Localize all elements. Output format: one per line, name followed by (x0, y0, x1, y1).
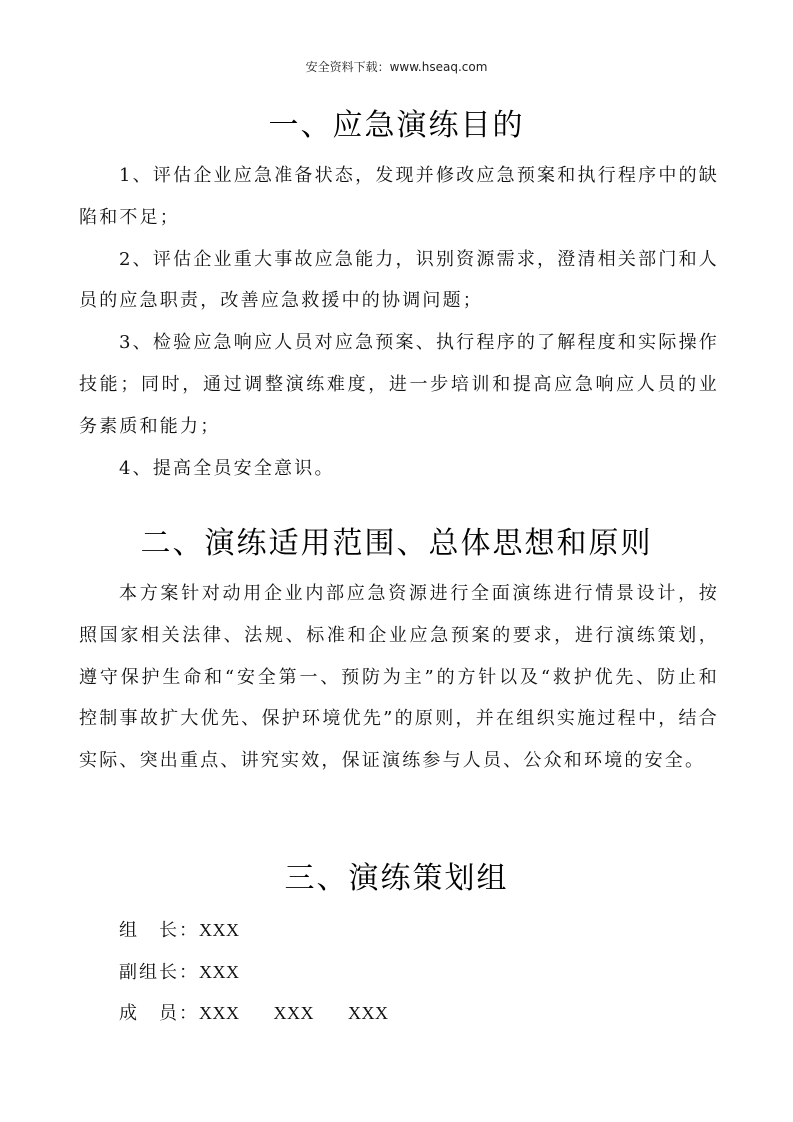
member-value: XXX (199, 1003, 240, 1023)
page-header-source: 安全资料下载：www.hseaq.com (305, 60, 488, 74)
leader-value: XXX (199, 920, 240, 940)
roster-row-members (119, 993, 389, 1035)
deputy-label: 副组长： (119, 961, 199, 983)
purpose-item: 1、评估企业应急准备状态，发现并修改应急预案和执行程序中的缺陷和不足； (79, 165, 719, 228)
purpose-item: 4、提高全员安全意识。 (119, 457, 335, 479)
scope-section (79, 573, 719, 782)
member-value: XXX (273, 1003, 314, 1023)
planning-group-roster (119, 910, 389, 1035)
roster-row-deputy (119, 952, 389, 994)
roster-row-leader (119, 910, 389, 952)
member-value: XXX (348, 1003, 389, 1023)
section-heading-scope: 二、演练适用范围、总体思想和原则 (140, 526, 653, 561)
members-label: 成 员： (119, 1003, 199, 1024)
section-heading-purpose: 一、应急演练目的 (268, 108, 525, 143)
leader-label: 组 长： (119, 920, 199, 941)
purpose-item: 2、评估企业重大事故应急能力，识别资源需求，澄清相关部门和人员的应急职责，改善应急救援中的协调问题； (79, 248, 719, 312)
purpose-item: 3、检验应急响应人员对应急预案、执行程序的了解程度和实际操作技能；同时，通过调整演练难度，进一步培训和提高应急响应人员的业务素质和能力； (79, 332, 719, 437)
deputy-value: XXX (199, 961, 240, 982)
section-heading-planning-group: 三、演练策划组 (284, 861, 509, 896)
purpose-list (79, 155, 719, 489)
scope-paragraph: 本方案针对动用企业内部应急资源进行全面演练进行情景设计，按照国家相关法律、法规、标准和企业应急预案的要求，进行演练策划，遵守保护生命和“安全第一、预防为主”的方针以及“救护优先、防止和控制事故扩大优先、保护环境优先”的原则，并在组织实施过程中，结合实际、突出重点、讲究实效，保证演练参与人员、公众和环境的安全。 (79, 583, 719, 772)
